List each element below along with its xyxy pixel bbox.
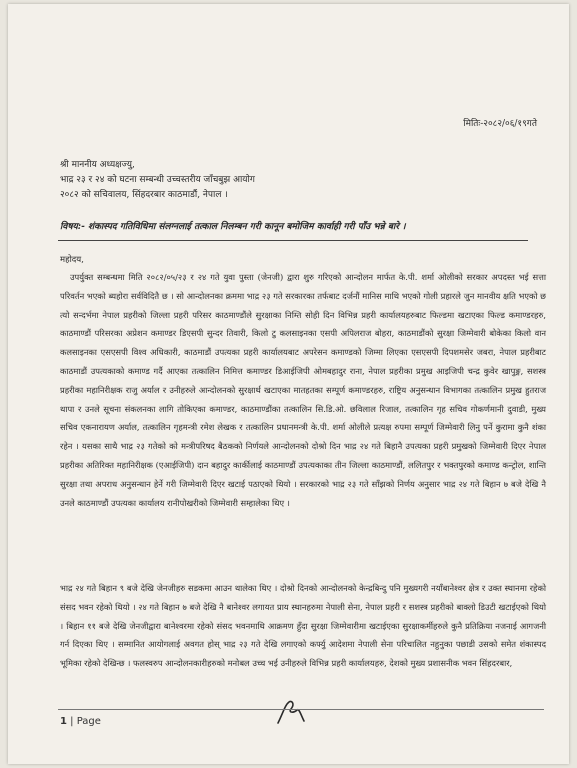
body-paragraph-1-text: उपर्युक्त सम्बन्धमा मिति २०८२/०५/२३ र २४ गते युवा पुस्ता (जेनजी) द्वारा शुरु गरिएको आन्दोलन मार्फत के.पी. शर्मा ओलीको सरकार अपदस्त भई सत्ता परिवर्तन भएको ब्यहोरा सर्वविदितै छ । सो आन्दोलनका क्रममा भाद्र २३ गते सरकारका तर्फबाट दर्जनौं मानिस माथि भएको गोली प्रहारले जुन मानवीय क्षति भएको छ त्यो सन्दर्भमा नेपाल प्रहरीको जिल्ला प्रहरी परिसर काठमाण्डौंले सुरक्षाका निम्ति सोही दिन विभिन्न प्रहरी कार्यालयहरुबाट फिल्डमा खटाएका फिल्ड कमाण्डरहरु, काठमाण्डौं परिसरका अप्रेशन कमाण्डर डिएसपी सुन्दर तिवारी, किलो टु कलसाइनका एसपी अपिलराज बोहरा, काठमाडौंको सुरक्षा जिम्मेवारी बोकेका किलो वान कलसाइनका एसएसपी विश्व अधिकारी, काठमाडौं उपत्यका प्रहरी कार्यालयबाट अपरेसन कमाण्डको जिम्मा लिएका एसएसपी दिपशमसेर जबरा, नेपाल प्रहरीबाट काठमाडौं उपत्यकाको कमाण्ड गर्दै आएका तत्कालिन निमित्त कमाण्डर डिआईजिपी ओमबहादुर राना, नेपाल प्रहरीका प्रमुख आइजिपी चन्द्र कुवेर खापुङ्ग, सशस्त्र प्रहरीका महानिरीक्षक राजु अर्याल र उनीहरुले आन्दोलनको सुरक्षार्थ खटाएका मातहतका सम्पूर्ण कमाण्डरहरु, राष्ट्रिय अनुसन्धान विभागका तत्कालिन प्रमुख हुतराज थापा र उनले सूचना संकलनका लागि तोकिएका कमाण्डर, काठमाण्डौंका तत्कालिन सि.डि.ओ. छविलाल रिजाल, तत्कालिन गृह सचिव गोकर्णमानी दुवाडी, मुख्य सचिव एकनारायण अर्याल, तत्कालिन गृहमन्त्री रमेश लेखक र तत्कालिन प्रधानमन्त्री के.पी. शर्मा ओलीले प्रत्यक्ष रुपमा सम्पूर्ण जिम्मेवारी लिनु पर्ने कुरामा कुनै शंका रहेन । यसका साथै भाद्र २३ गतेको को मन्त्रीपरिषद बैठकको निर्णयले आन्दोलनको दोश्रो दिन भाद्र २४ गते बिहानै उपत्यका प्रहरी प्रमुखको जिम्मेवारी दिएर नेपाल प्रहरीका अतिरिक्त महानिरीक्षक (एआईजिपी) दान बहादुर कार्कीलाई काठमाण्डौं उपत्यकाका तीन जिल्ला काठमाण्डौं, ललितपुर र भक्तपुरको कमाण्ड कन्ट्रोल, शान्ति सुरक्षा तथा अपराध अनुसन्धान हेर्ने गरी जिम्मेवारी दिएर खटाई पठाएको थियो । सरकारको भाद्र २३ गते साँझको निर्णय अनुसार भाद्र २४ गते बिहान ७ बजे देखि नै उनले काठमाण्डौं उपत्यका कार्यालय रानीपोखरीको जिम्मेवारी सम्हालेका थिए । [60,272,546,508]
page-label: Page [76,716,101,727]
subject-line: विषय:- शंकास्पद गतिविधिमा संलग्नलाई तत्काल निलम्बन गरी कानून बमोजिम कार्वाही गरी पाँउ भन्ने बारे । [60,222,406,232]
handwritten-signature [274,696,308,732]
document-page [8,4,569,764]
addressee-line: भाद्र २३ र २४ को घटना सम्बन्धी उच्चस्तरीय जाँचबुझ आयोग [60,175,255,185]
signature-stroke [278,701,304,723]
addressee-line: २०८२ को सचिवालय, सिंहदरबार काठमाडौं, नेपाल । [60,190,228,200]
body-paragraph-2-text: भाद्र २४ गते बिहान ९ बजे देखि जेनजीहरु सडकमा आउन थालेका थिए । दोश्रो दिनको आन्दोलनको केन्द्रबिन्दु पनि मुख्यगरी नयाँबानेश्वर क्षेत्र र उक्त स्थानमा रहेको संसद भवन रहेको थियो । २४ गते बिहान ७ बजे देखि नै बानेश्वर लगायत प्राय स्थानहरुमा नेपाली सेना, नेपाल प्रहरी र सशस्त्र प्रहरीको बाक्लो डिउटी खटाईएको थियो । बिहान ११ बजे देखि जेनजीद्वारा बानेश्वरमा रहेको संसद भवनमाथि आक्रमण हुँदा सुरक्षा जिम्मेवारीमा खटाईएका सुरक्षाकर्मीहरुले कुनै प्रतिक्रिया नजनाई आगजनी गर्न दिएका थिए । सम्मानित आयोगलाई अवगत होस् भाद्र २३ गते देखि लगाएको कर्फ्यु आदेशमा नेपाली सेना परिचालित नहुनुका पछाडी उसको समेत शंकास्पद भूमिका रहेको देखिन्छ । फलस्वरुप आन्दोलनकारीहरुको मनोबल उच्च भई उनीहरुले विभिन्न प्रहरी कार्यालयहरु, देशको मुख्य प्रशासनीक भवन सिंहदरबार, [60,583,546,669]
body-paragraph-1 [60,268,546,512]
footer-divider [58,709,544,710]
addressee-line: श्री माननीय अध्यक्षज्यु, [60,160,135,170]
page-number: 1 [60,716,67,727]
footer-separator: | [66,716,77,727]
page-footer [60,716,101,727]
salutation: महोदय, [60,255,84,265]
subject-underline [58,240,528,241]
document-date: मितिः-२०८२/०६/१९गते [463,119,537,129]
addressee-block [60,158,255,203]
body-paragraph-2 [60,579,546,673]
